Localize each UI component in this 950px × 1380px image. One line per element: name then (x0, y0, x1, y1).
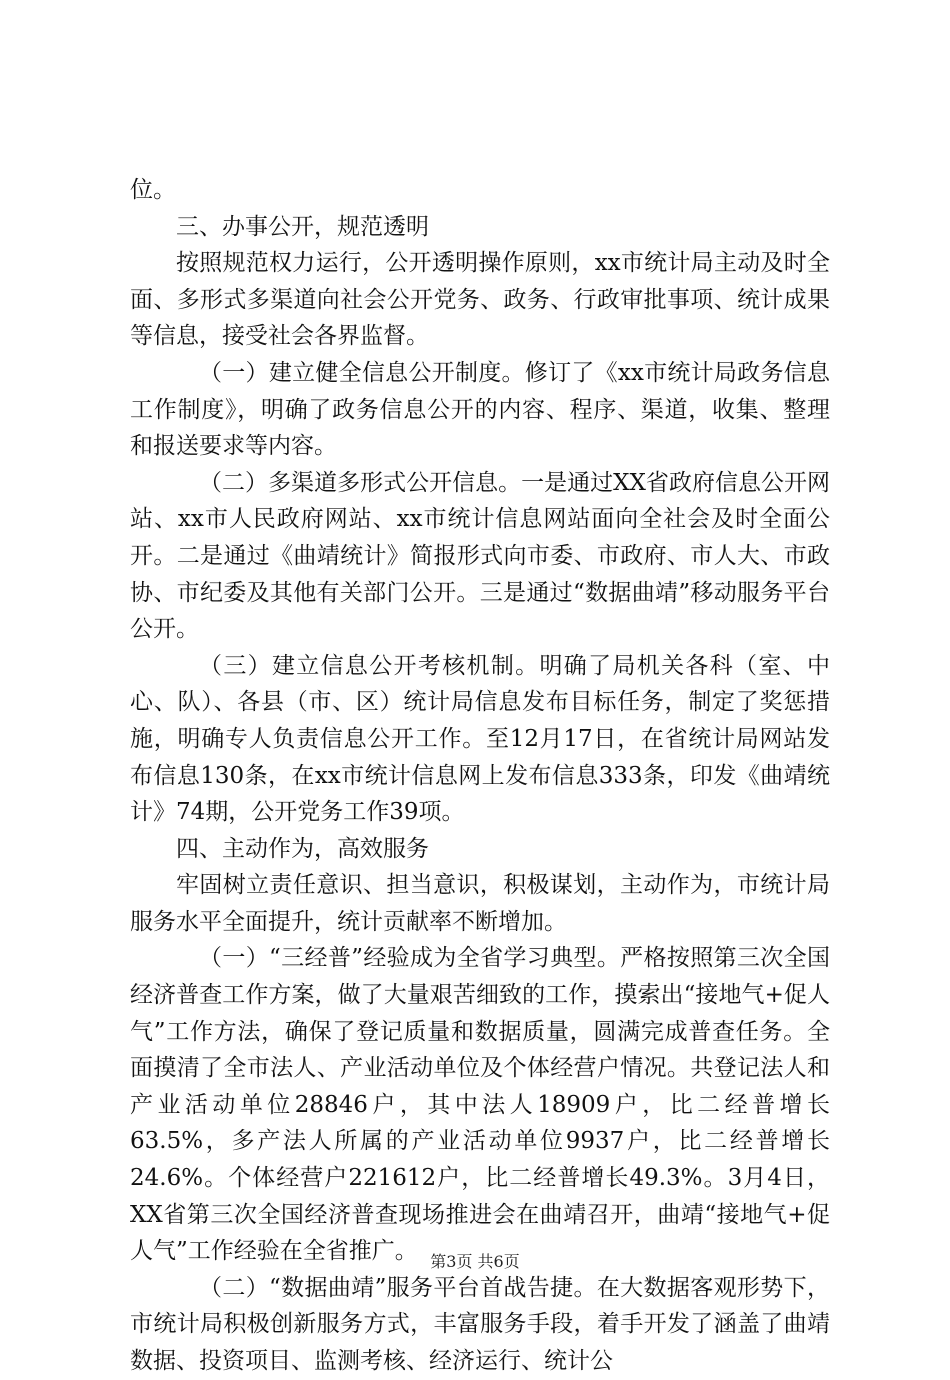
section-heading-3: 三、办事公开，规范透明 (176, 213, 429, 240)
paragraph-subsection: （二）多渠道多形式公开信息。一是通过XX省政府信息公开网站、xx市人民政府网站、xx市统计信息网站面向全社会及时全面公开。二是通过《曲靖统计》简报形式向市委、市政府、市人大、市政协、市纪委及其他有关部门公开。三是通过“数据曲靖”移动服务平台公开。 (130, 469, 830, 643)
paragraph-subsection: （二）“数据曲靖”服务平台首战告捷。在大数据客观形势下，市统计局积极创新服务方式，丰富服务手段，着手开发了涵盖了曲靖数据、投资项目、监测考核、经济运行、统计公 (130, 1274, 830, 1374)
paragraph-subsection: （三）建立信息公开考核机制。明确了局机关各科（室、中心、队）、各县（市、区）统计局信息发布目标任务，制定了奖惩措施，明确专人负责信息公开工作。至12月17日，在省统计局网站发布信息130条，在xx市统计信息网上发布信息333条，印发《曲靖统计》74期，公开党务工作39项。 (130, 652, 830, 826)
paragraph-continuation: 位。 (130, 177, 176, 203)
document-body (130, 172, 830, 1380)
page-footer (0, 1252, 950, 1272)
section-heading-4: 四、主动作为，高效服务 (176, 835, 429, 862)
paragraph-subsection: （一）“三经普”经验成为全省学习典型。严格按照第三次全国经济普查工作方案，做了大量艰苦细致的工作，摸索出“接地气+促人气”工作方法，确保了登记质量和数据质量，圆满完成普查任务。全面摸清了全市法人、产业活动单位及个体经营户情况。共登记法人和产业活动单位28846户，其中法人18909户，比二经普增长63.5%，多产法人所属的产业活动单位9937户，比二经普增长24.6%。个体经营户221612户，比二经普增长49.3%。3月4日，XX省第三次全国经济普查现场推进会在曲靖召开，曲靖“接地气+促人气”工作经验在全省推广。 (130, 945, 830, 1265)
page-number-label: 第3页 共6页 (430, 1252, 520, 1271)
paragraph-body: 按照规范权力运行，公开透明操作原则，xx市统计局主动及时全面、多形式多渠道向社会公开党务、政务、行政审批事项、统计成果等信息，接受社会各界监督。 (130, 250, 830, 350)
paragraph-body: 牢固树立责任意识、担当意识，积极谋划，主动作为，市统计局服务水平全面提升，统计贡献率不断增加。 (130, 872, 830, 935)
paragraph-subsection: （一）建立健全信息公开制度。修订了《xx市统计局政务信息工作制度》，明确了政务信息公开的内容、程序、渠道，收集、整理和报送要求等内容。 (130, 359, 830, 460)
